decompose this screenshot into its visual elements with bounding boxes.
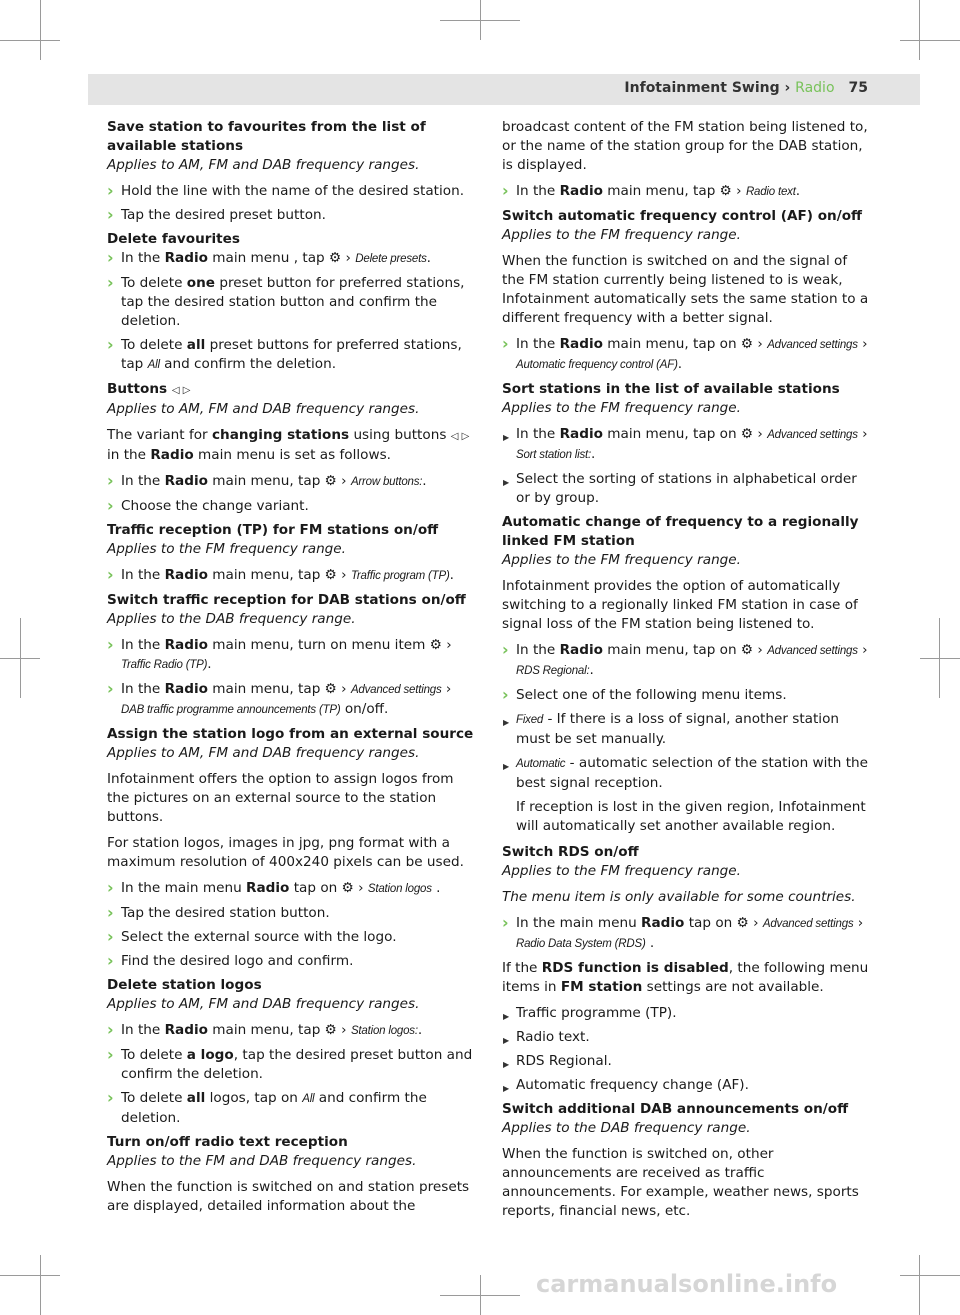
step: › Find the desired logo and confirm. — [107, 952, 475, 971]
step: › In the Radio main menu, tap ⚙ › Station logos:. — [107, 1021, 475, 1041]
settings-icon: ⚙ — [324, 473, 337, 489]
page-number: 75 — [848, 80, 868, 96]
list-item: ▶ Radio text. — [502, 1028, 870, 1047]
list-item: ▶ Automatic frequency change (AF). — [502, 1076, 870, 1095]
step: › Tap the desired station button. — [107, 904, 475, 923]
settings-icon: ⚙ — [324, 567, 337, 583]
step: › In the Radio main menu , tap ⚙ › Delete presets. — [107, 249, 475, 269]
section-scope: Applies to AM, FM and DAB frequency ranges. — [107, 996, 420, 1012]
settings-icon: ⚙ — [740, 336, 754, 352]
section-heading: Delete favourites — [107, 231, 240, 247]
step: › To delete a logo, tap the desired preset button and confirm the deletion. — [107, 1046, 475, 1084]
section-heading: Traffic reception (TP) for FM stations on/off — [107, 522, 439, 538]
section-scope: Applies to the FM frequency range. — [502, 552, 741, 568]
crop-mark — [40, 1255, 41, 1315]
crop-mark — [919, 0, 920, 60]
right-column — [502, 118, 870, 1228]
list-item: ▶ Fixed - If there is a loss of signal, another station must be set manually. — [502, 710, 870, 749]
crop-mark — [40, 0, 41, 60]
step: › Select the external source with the logo. — [107, 928, 475, 947]
menu-item: Arrow buttons: — [350, 476, 423, 488]
prev-next-icon: ◁ ▷ — [171, 385, 191, 396]
section-scope: Applies to the DAB frequency range. — [107, 611, 356, 627]
section-scope: Applies to AM, FM and DAB frequency ranges. — [107, 157, 420, 173]
section-scope: Applies to the FM frequency range. — [502, 227, 741, 243]
section-scope: Applies to the DAB frequency range. — [502, 1120, 751, 1136]
menu-item: Automatic frequency control (AF) — [516, 359, 678, 371]
menu-item: Station logos — [367, 883, 432, 895]
chapter-title: Infotainment Swing — [624, 80, 780, 96]
section-heading: Assign the station logo from an external source — [107, 726, 474, 742]
settings-icon: ⚙ — [341, 880, 354, 896]
paragraph: The variant for changing stations using buttons ◁ ▷ in the Radio main menu is set as follows. — [107, 427, 470, 463]
crop-mark — [440, 1295, 520, 1296]
paragraph: When the function is switched on, other announcements are received as traffic announcements. For example, weather news, sports reports, financial news, etc. — [502, 1146, 859, 1219]
section-title: Radio — [795, 80, 835, 96]
step: › In the Radio main menu, tap ⚙ › Traffic program (TP). — [107, 566, 475, 586]
step: › In the Radio main menu, tap ⚙ › Radio text. — [502, 182, 870, 202]
list-item: ▶ In the Radio main menu, tap on ⚙ › Advanced settings › Sort station list:. — [502, 425, 870, 465]
paragraph: For station logos, images in jpg, png format with a maximum resolution of 400x240 pixels can be used. — [107, 835, 464, 870]
settings-icon: ⚙ — [736, 915, 749, 931]
menu-item: RDS Regional: — [516, 665, 590, 677]
section-heading: Switch automatic frequency control (AF) on/off — [502, 208, 863, 224]
paragraph: Infotainment provides the option of automatically switching to a regionally linked FM station in case of signal loss of the FM station being listened to. — [502, 578, 858, 632]
menu-item: Automatic — [516, 758, 566, 770]
settings-icon: ⚙ — [740, 426, 754, 442]
menu-item: Advanced settings — [350, 684, 442, 696]
section-heading: Buttons ◁ ▷ — [107, 381, 191, 397]
list-item: ▶ Select the sorting of stations in alphabetical order or by group. — [502, 470, 870, 508]
step: › In the main menu Radio tap on ⚙ › Advanced settings › Radio Data System (RDS) . — [502, 914, 870, 954]
settings-icon: ⚙ — [719, 183, 732, 199]
section-heading: Switch traffic reception for DAB stations on/off — [107, 592, 466, 608]
paragraph: broadcast content of the FM station being listened to, or the name of the station group for the DAB station, is displayed. — [502, 119, 868, 173]
step: › Select one of the following menu items. — [502, 686, 870, 705]
section-scope: Applies to AM, FM and DAB frequency ranges. — [107, 745, 420, 761]
list-item: ▶ Traffic programme (TP). — [502, 1004, 870, 1023]
section-heading: Sort stations in the list of available stations — [502, 381, 840, 397]
section-note: The menu item is only available for some countries. — [502, 889, 856, 905]
menu-item: Advanced settings — [767, 645, 858, 657]
paragraph: If reception is lost in the given region, Infotainment will automatically set another available region. — [516, 799, 866, 834]
section-scope: Applies to the FM frequency range. — [107, 541, 346, 557]
step: › In the Radio main menu, tap ⚙ › Arrow buttons:. — [107, 472, 475, 492]
section-heading: Save station to favourites from the list of available stations — [107, 119, 426, 154]
step: › Tap the desired preset button. — [107, 206, 475, 225]
paragraph: If the RDS function is disabled, the following menu items in FM station settings are not available. — [502, 960, 869, 995]
section-scope: Applies to the FM frequency range. — [502, 863, 741, 879]
settings-icon: ⚙ — [324, 681, 337, 697]
step: › In the Radio main menu, turn on menu item ⚙ › Traffic Radio (TP). — [107, 636, 475, 675]
section-scope: Applies to the FM frequency range. — [502, 400, 741, 416]
running-header — [624, 80, 868, 96]
section-heading: Switch RDS on/off — [502, 844, 639, 860]
step: › Hold the line with the name of the desired station. — [107, 182, 475, 201]
menu-item: DAB traffic programme announcements (TP) — [121, 704, 341, 716]
menu-item: Fixed — [516, 714, 544, 726]
menu-item: Radio Data System (RDS) — [516, 938, 646, 950]
menu-item: Traffic Radio (TP) — [121, 659, 208, 671]
crop-mark — [0, 1275, 60, 1276]
paragraph: When the function is switched on and the signal of the FM station currently being listened to is weak, Infotainment automatically sets the same station to a different frequency with a better signal. — [502, 253, 869, 326]
step: › In the Radio main menu, tap on ⚙ › Advanced settings › Automatic frequency control (AF). — [502, 335, 870, 375]
step: › In the Radio main menu, tap ⚙ › Advanced settings › DAB traffic programme announcements (TP) on/off. — [107, 680, 475, 720]
section-heading: Switch additional DAB announcements on/off — [502, 1101, 849, 1117]
menu-item: Sort station list: — [516, 449, 592, 461]
crop-mark — [900, 1275, 960, 1276]
step: › To delete all logos, tap on All and confirm the deletion. — [107, 1089, 475, 1128]
menu-item: Advanced settings — [767, 339, 858, 351]
paragraph: Infotainment offers the option to assign logos from the pictures on an external source to the station buttons. — [107, 771, 454, 825]
paragraph: When the function is switched on and station presets are displayed, detailed information about the — [107, 1179, 470, 1214]
list-item: ▶ RDS Regional. — [502, 1052, 870, 1071]
settings-icon: ⚙ — [740, 642, 754, 658]
menu-item: Advanced settings — [762, 918, 854, 930]
left-column — [107, 118, 475, 1223]
section-scope: Applies to the FM and DAB frequency ranges. — [107, 1153, 417, 1169]
crop-mark — [900, 40, 960, 41]
prev-next-icon: ◁ ▷ — [450, 431, 470, 442]
section-scope: Applies to AM, FM and DAB frequency ranges. — [107, 401, 420, 417]
section-heading: Turn on/off radio text reception — [107, 1134, 348, 1150]
settings-icon: ⚙ — [429, 637, 442, 653]
list-item: ▶ Automatic - automatic selection of the station with the best signal reception. — [502, 754, 870, 793]
header-separator: › — [779, 80, 796, 96]
section-heading: Delete station logos — [107, 977, 262, 993]
crop-mark — [440, 20, 520, 21]
menu-item: Advanced settings — [767, 429, 858, 441]
menu-item: Station logos: — [350, 1025, 418, 1037]
menu-item: Radio text — [745, 186, 796, 198]
menu-item: All — [147, 359, 160, 371]
menu-item: All — [302, 1093, 315, 1105]
crop-mark — [0, 658, 40, 659]
step: › In the main menu Radio tap on ⚙ › Station logos . — [107, 879, 475, 899]
step: › To delete all preset buttons for preferred stations, tap All and confirm the deletion. — [107, 336, 475, 375]
crop-mark — [0, 40, 60, 41]
crop-mark — [920, 658, 960, 659]
section-heading: Automatic change of frequency to a regionally linked FM station — [502, 514, 859, 549]
settings-icon: ⚙ — [328, 250, 342, 266]
menu-item: Traffic program (TP) — [350, 570, 450, 582]
settings-icon: ⚙ — [324, 1022, 337, 1038]
step: › Choose the change variant. — [107, 497, 475, 516]
step: › To delete one preset button for preferred stations, tap the desired station button and confirm the deletion. — [107, 274, 475, 331]
menu-item: Delete presets — [355, 253, 427, 265]
watermark: carmanualsonline.info — [536, 1270, 838, 1298]
crop-mark — [919, 1255, 920, 1315]
step: › In the Radio main menu, tap on ⚙ › Advanced settings › RDS Regional:. — [502, 641, 870, 681]
